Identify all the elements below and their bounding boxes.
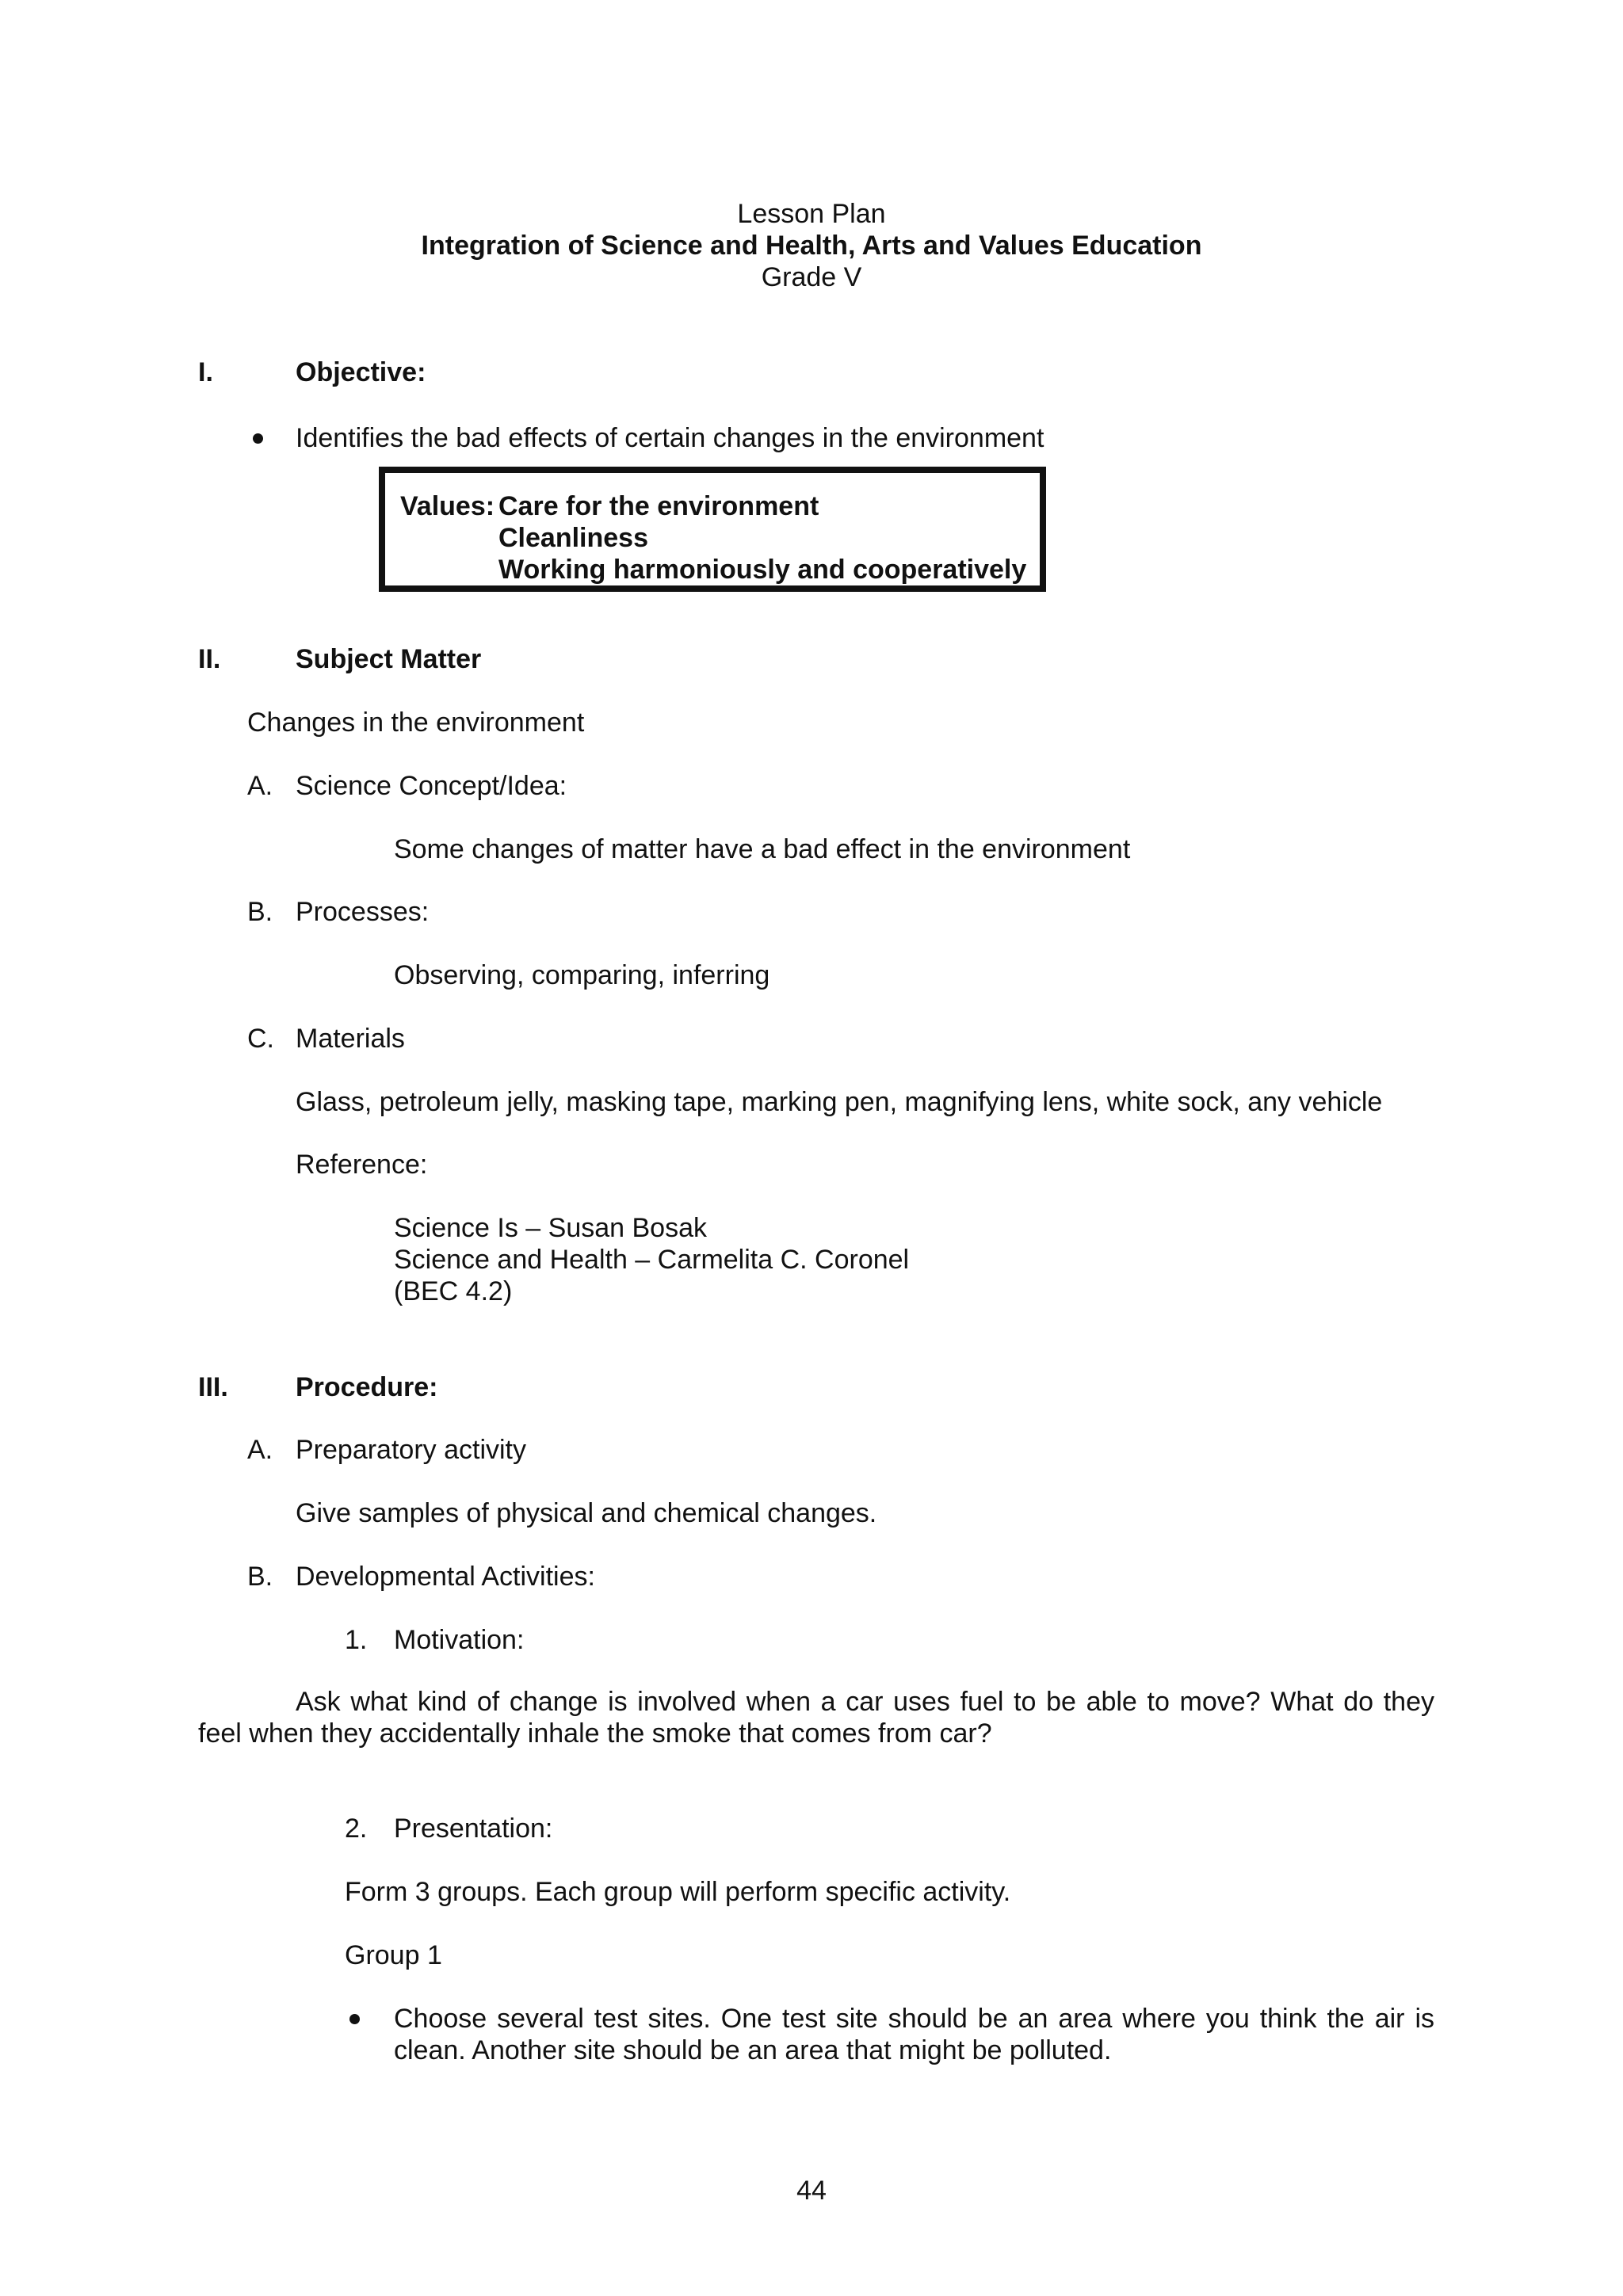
- section-heading-objective: Objective:: [296, 357, 426, 387]
- document-title: Lesson Plan: [737, 199, 886, 229]
- item-number: 2.: [345, 1814, 368, 1844]
- group-activity-text: Choose several test sites. One test site should be an area where you think the air is clean. Another site should be an area that might be polluted.: [394, 2004, 1434, 2065]
- item-number: 1.: [345, 1625, 368, 1655]
- preparatory-text: Give samples of physical and chemical changes.: [296, 1498, 877, 1528]
- subject-topic: Changes in the environment: [247, 707, 585, 738]
- bullet-icon: [349, 2014, 360, 2024]
- reference-line: Science and Health – Carmelita C. Coronel: [394, 1245, 910, 1275]
- science-concept-text: Some changes of matter have a bad effect in the environment: [394, 834, 1131, 864]
- presentation-text: Form 3 groups. Each group will perform specific activity.: [345, 1877, 1011, 1907]
- bullet-icon: [253, 433, 263, 444]
- values-box: [379, 467, 1046, 592]
- developmental-label: Developmental Activities:: [296, 1562, 595, 1592]
- science-concept-label: Science Concept/Idea:: [296, 771, 567, 801]
- section-numeral-subject-matter: II.: [198, 644, 221, 674]
- item-letter: C.: [247, 1024, 274, 1054]
- processes-label: Processes:: [296, 897, 430, 927]
- reference-line: (BEC 4.2): [394, 1276, 513, 1306]
- page-number: 44: [796, 2176, 827, 2206]
- preparatory-label: Preparatory activity: [296, 1435, 526, 1465]
- reference-line: Science Is – Susan Bosak: [394, 1213, 708, 1243]
- values-label: Values:: [400, 491, 495, 521]
- motivation-text: Ask what kind of change is involved when a car uses fuel to be able to move? What do they feel when they accidentally inhale the smoke that comes from car?: [198, 1687, 1434, 1749]
- section-numeral-procedure: III.: [198, 1372, 228, 1402]
- item-letter: A.: [247, 1435, 273, 1465]
- objective-text: Identifies the bad effects of certain changes in the environment: [296, 423, 1044, 453]
- motivation-label: Motivation:: [394, 1625, 525, 1655]
- document-subtitle: Integration of Science and Health, Arts and Values Education: [421, 231, 1202, 261]
- grade-level: Grade V: [761, 262, 862, 292]
- values-item: Care for the environment: [498, 491, 819, 521]
- section-heading-procedure: Procedure:: [296, 1372, 438, 1402]
- section-numeral-objective: I.: [198, 357, 213, 387]
- group-label: Group 1: [345, 1940, 442, 1970]
- section-heading-subject-matter: Subject Matter: [296, 644, 482, 674]
- item-letter: A.: [247, 771, 273, 801]
- materials-text: Glass, petroleum jelly, masking tape, marking pen, magnifying lens, white sock, any vehicle: [296, 1087, 1383, 1117]
- reference-label: Reference:: [296, 1150, 428, 1180]
- values-item: Cleanliness: [498, 523, 648, 553]
- presentation-label: Presentation:: [394, 1814, 553, 1844]
- item-letter: B.: [247, 897, 273, 927]
- values-item: Working harmoniously and cooperatively: [498, 555, 1027, 585]
- materials-label: Materials: [296, 1024, 405, 1054]
- processes-text: Observing, comparing, inferring: [394, 960, 770, 990]
- item-letter: B.: [247, 1562, 273, 1592]
